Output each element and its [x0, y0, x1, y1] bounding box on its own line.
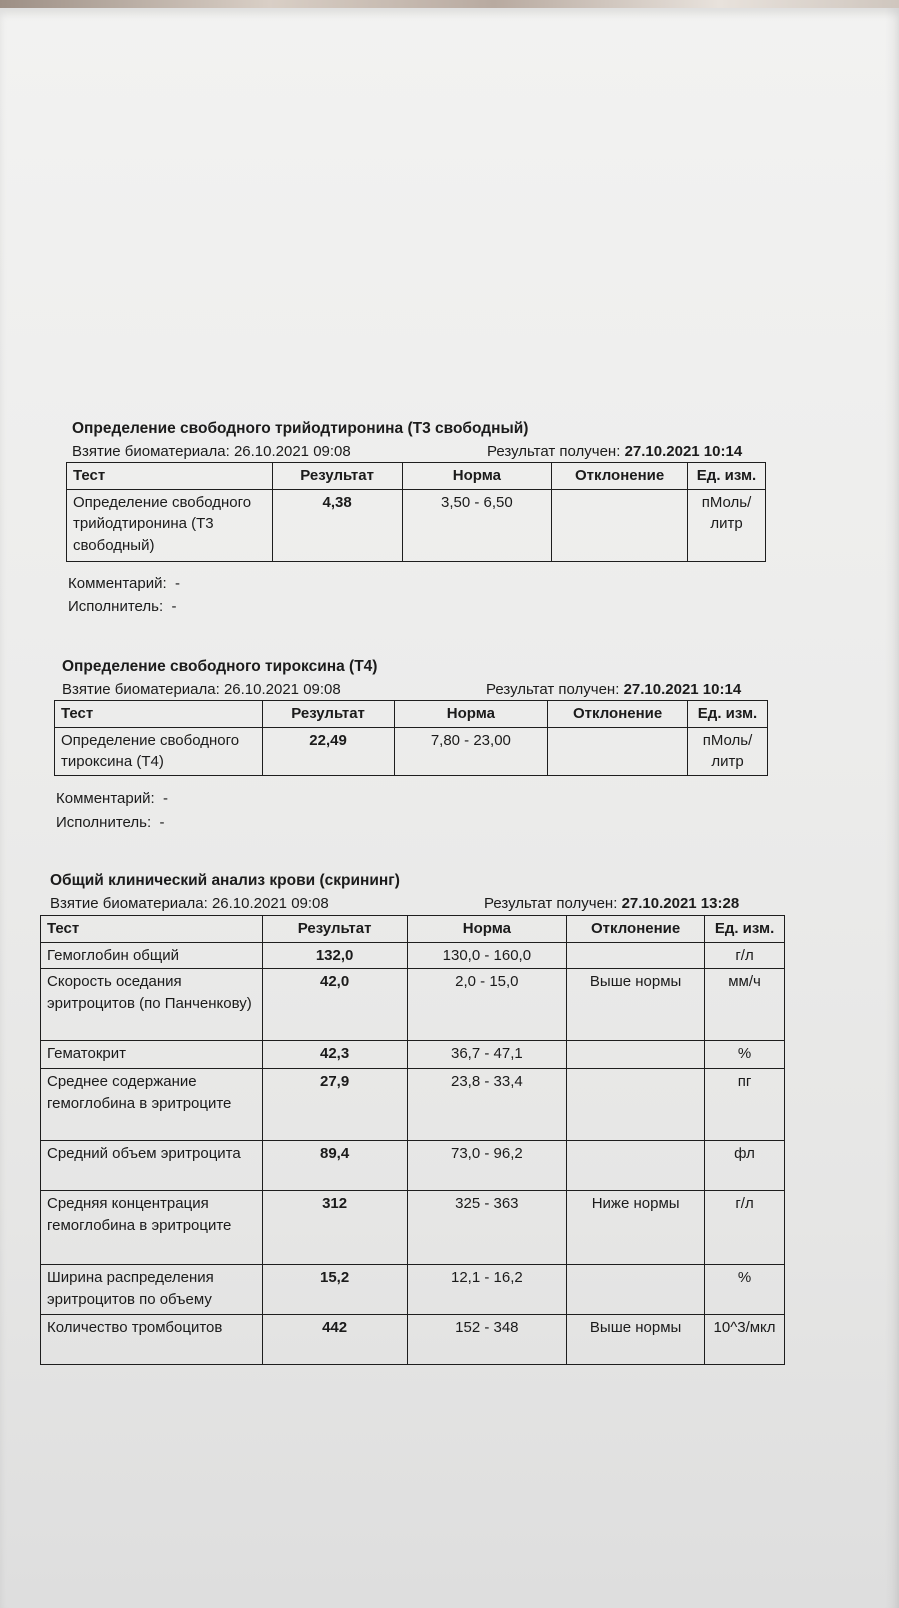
test-name: Средняя концентрация гемоглобина в эритроците: [41, 1191, 263, 1265]
performer-line: Исполнитель: -: [68, 598, 177, 615]
norm-range: 12,1 - 16,2: [407, 1265, 567, 1315]
deviation: [567, 1141, 705, 1191]
unit: пМоль/литр: [688, 728, 768, 776]
biomaterial-taken: Взятие биоматериала: 26.10.2021 09:08: [62, 681, 341, 698]
norm-range: 7,80 - 23,00: [394, 728, 548, 776]
deviation: [567, 1069, 705, 1141]
unit: фл: [705, 1141, 785, 1191]
performer-line: Исполнитель: -: [56, 814, 165, 831]
biomaterial-taken: Взятие биоматериала: 26.10.2021 09:08: [72, 443, 351, 460]
section-title: Определение свободного тироксина (Т4): [62, 658, 378, 675]
results-table: [54, 700, 768, 776]
col-norm-header: Норма: [402, 463, 552, 490]
deviation: [567, 1041, 705, 1069]
col-deviation-header: Отклонение: [548, 701, 688, 728]
table-header-row: [55, 701, 768, 728]
norm-range: 2,0 - 15,0: [407, 969, 567, 1041]
result-value: 4,38: [272, 490, 402, 562]
test-name: Определение свободного тироксина (Т4): [55, 728, 263, 776]
norm-range: 23,8 - 33,4: [407, 1069, 567, 1141]
paper-sheet: [0, 8, 899, 1608]
col-result-header: Результат: [262, 916, 407, 943]
norm-range: 36,7 - 47,1: [407, 1041, 567, 1069]
col-test-header: Тест: [55, 701, 263, 728]
deviation: [548, 728, 688, 776]
result-value: 27,9: [262, 1069, 407, 1141]
unit: %: [705, 1041, 785, 1069]
unit: г/л: [705, 1191, 785, 1265]
table-row: [41, 1141, 785, 1191]
deviation: [567, 943, 705, 969]
table-row: [55, 728, 768, 776]
deviation: [567, 1265, 705, 1315]
deviation: [552, 490, 688, 562]
deviation: Выше нормы: [567, 1315, 705, 1365]
col-unit-header: Ед. изм.: [688, 701, 768, 728]
deviation: Выше нормы: [567, 969, 705, 1041]
table-row: [41, 943, 785, 969]
result-received: Результат получен: 27.10.2021 10:14: [486, 681, 742, 698]
table-header-row: [67, 463, 766, 490]
col-unit-header: Ед. изм.: [705, 916, 785, 943]
table-row: [41, 1265, 785, 1315]
col-deviation-header: Отклонение: [567, 916, 705, 943]
col-deviation-header: Отклонение: [552, 463, 688, 490]
norm-range: 325 - 363: [407, 1191, 567, 1265]
test-name: Скорость оседания эритроцитов (по Панченкову): [41, 969, 263, 1041]
test-name: Гемоглобин общий: [41, 943, 263, 969]
unit: 10^3/мкл: [705, 1315, 785, 1365]
result-received: Результат получен: 27.10.2021 10:14: [487, 443, 743, 460]
norm-range: 152 - 348: [407, 1315, 567, 1365]
result-value: 442: [262, 1315, 407, 1365]
result-value: 132,0: [262, 943, 407, 969]
test-name: Ширина распределения эритроцитов по объему: [41, 1265, 263, 1315]
result-value: 89,4: [262, 1141, 407, 1191]
result-value: 42,3: [262, 1041, 407, 1069]
test-name: Средний объем эритроцита: [41, 1141, 263, 1191]
result-value: 42,0: [262, 969, 407, 1041]
test-name: Гематокрит: [41, 1041, 263, 1069]
comment-line: Комментарий: -: [68, 575, 180, 592]
table-row: [67, 490, 766, 562]
col-test-header: Тест: [67, 463, 273, 490]
table-row: [41, 969, 785, 1041]
result-value: 15,2: [262, 1265, 407, 1315]
unit: пМоль/литр: [688, 490, 766, 562]
norm-range: 3,50 - 6,50: [402, 490, 552, 562]
result-received: Результат получен: 27.10.2021 13:28: [484, 895, 740, 912]
col-norm-header: Норма: [394, 701, 548, 728]
col-result-header: Результат: [262, 701, 394, 728]
col-result-header: Результат: [272, 463, 402, 490]
section-title: Определение свободного трийодтиронина (Т3 свободный): [72, 420, 529, 437]
section-title: Общий клинический анализ крови (скрининг): [50, 872, 400, 889]
comment-line: Комментарий: -: [56, 790, 168, 807]
table-row: [41, 1041, 785, 1069]
deviation: Ниже нормы: [567, 1191, 705, 1265]
table-row: [41, 1315, 785, 1365]
col-test-header: Тест: [41, 916, 263, 943]
col-norm-header: Норма: [407, 916, 567, 943]
table-row: [41, 1069, 785, 1141]
unit: г/л: [705, 943, 785, 969]
result-value: 22,49: [262, 728, 394, 776]
norm-range: 73,0 - 96,2: [407, 1141, 567, 1191]
unit: пг: [705, 1069, 785, 1141]
test-name: Определение свободного трийодтиронина (Т3 свободный): [67, 490, 273, 562]
results-table: [40, 915, 785, 1365]
unit: мм/ч: [705, 969, 785, 1041]
norm-range: 130,0 - 160,0: [407, 943, 567, 969]
test-name: Среднее содержание гемоглобина в эритроците: [41, 1069, 263, 1141]
test-name: Количество тромбоцитов: [41, 1315, 263, 1365]
col-unit-header: Ед. изм.: [688, 463, 766, 490]
result-value: 312: [262, 1191, 407, 1265]
results-table: [66, 462, 766, 562]
biomaterial-taken: Взятие биоматериала: 26.10.2021 09:08: [50, 895, 329, 912]
table-header-row: [41, 916, 785, 943]
table-row: [41, 1191, 785, 1265]
unit: %: [705, 1265, 785, 1315]
